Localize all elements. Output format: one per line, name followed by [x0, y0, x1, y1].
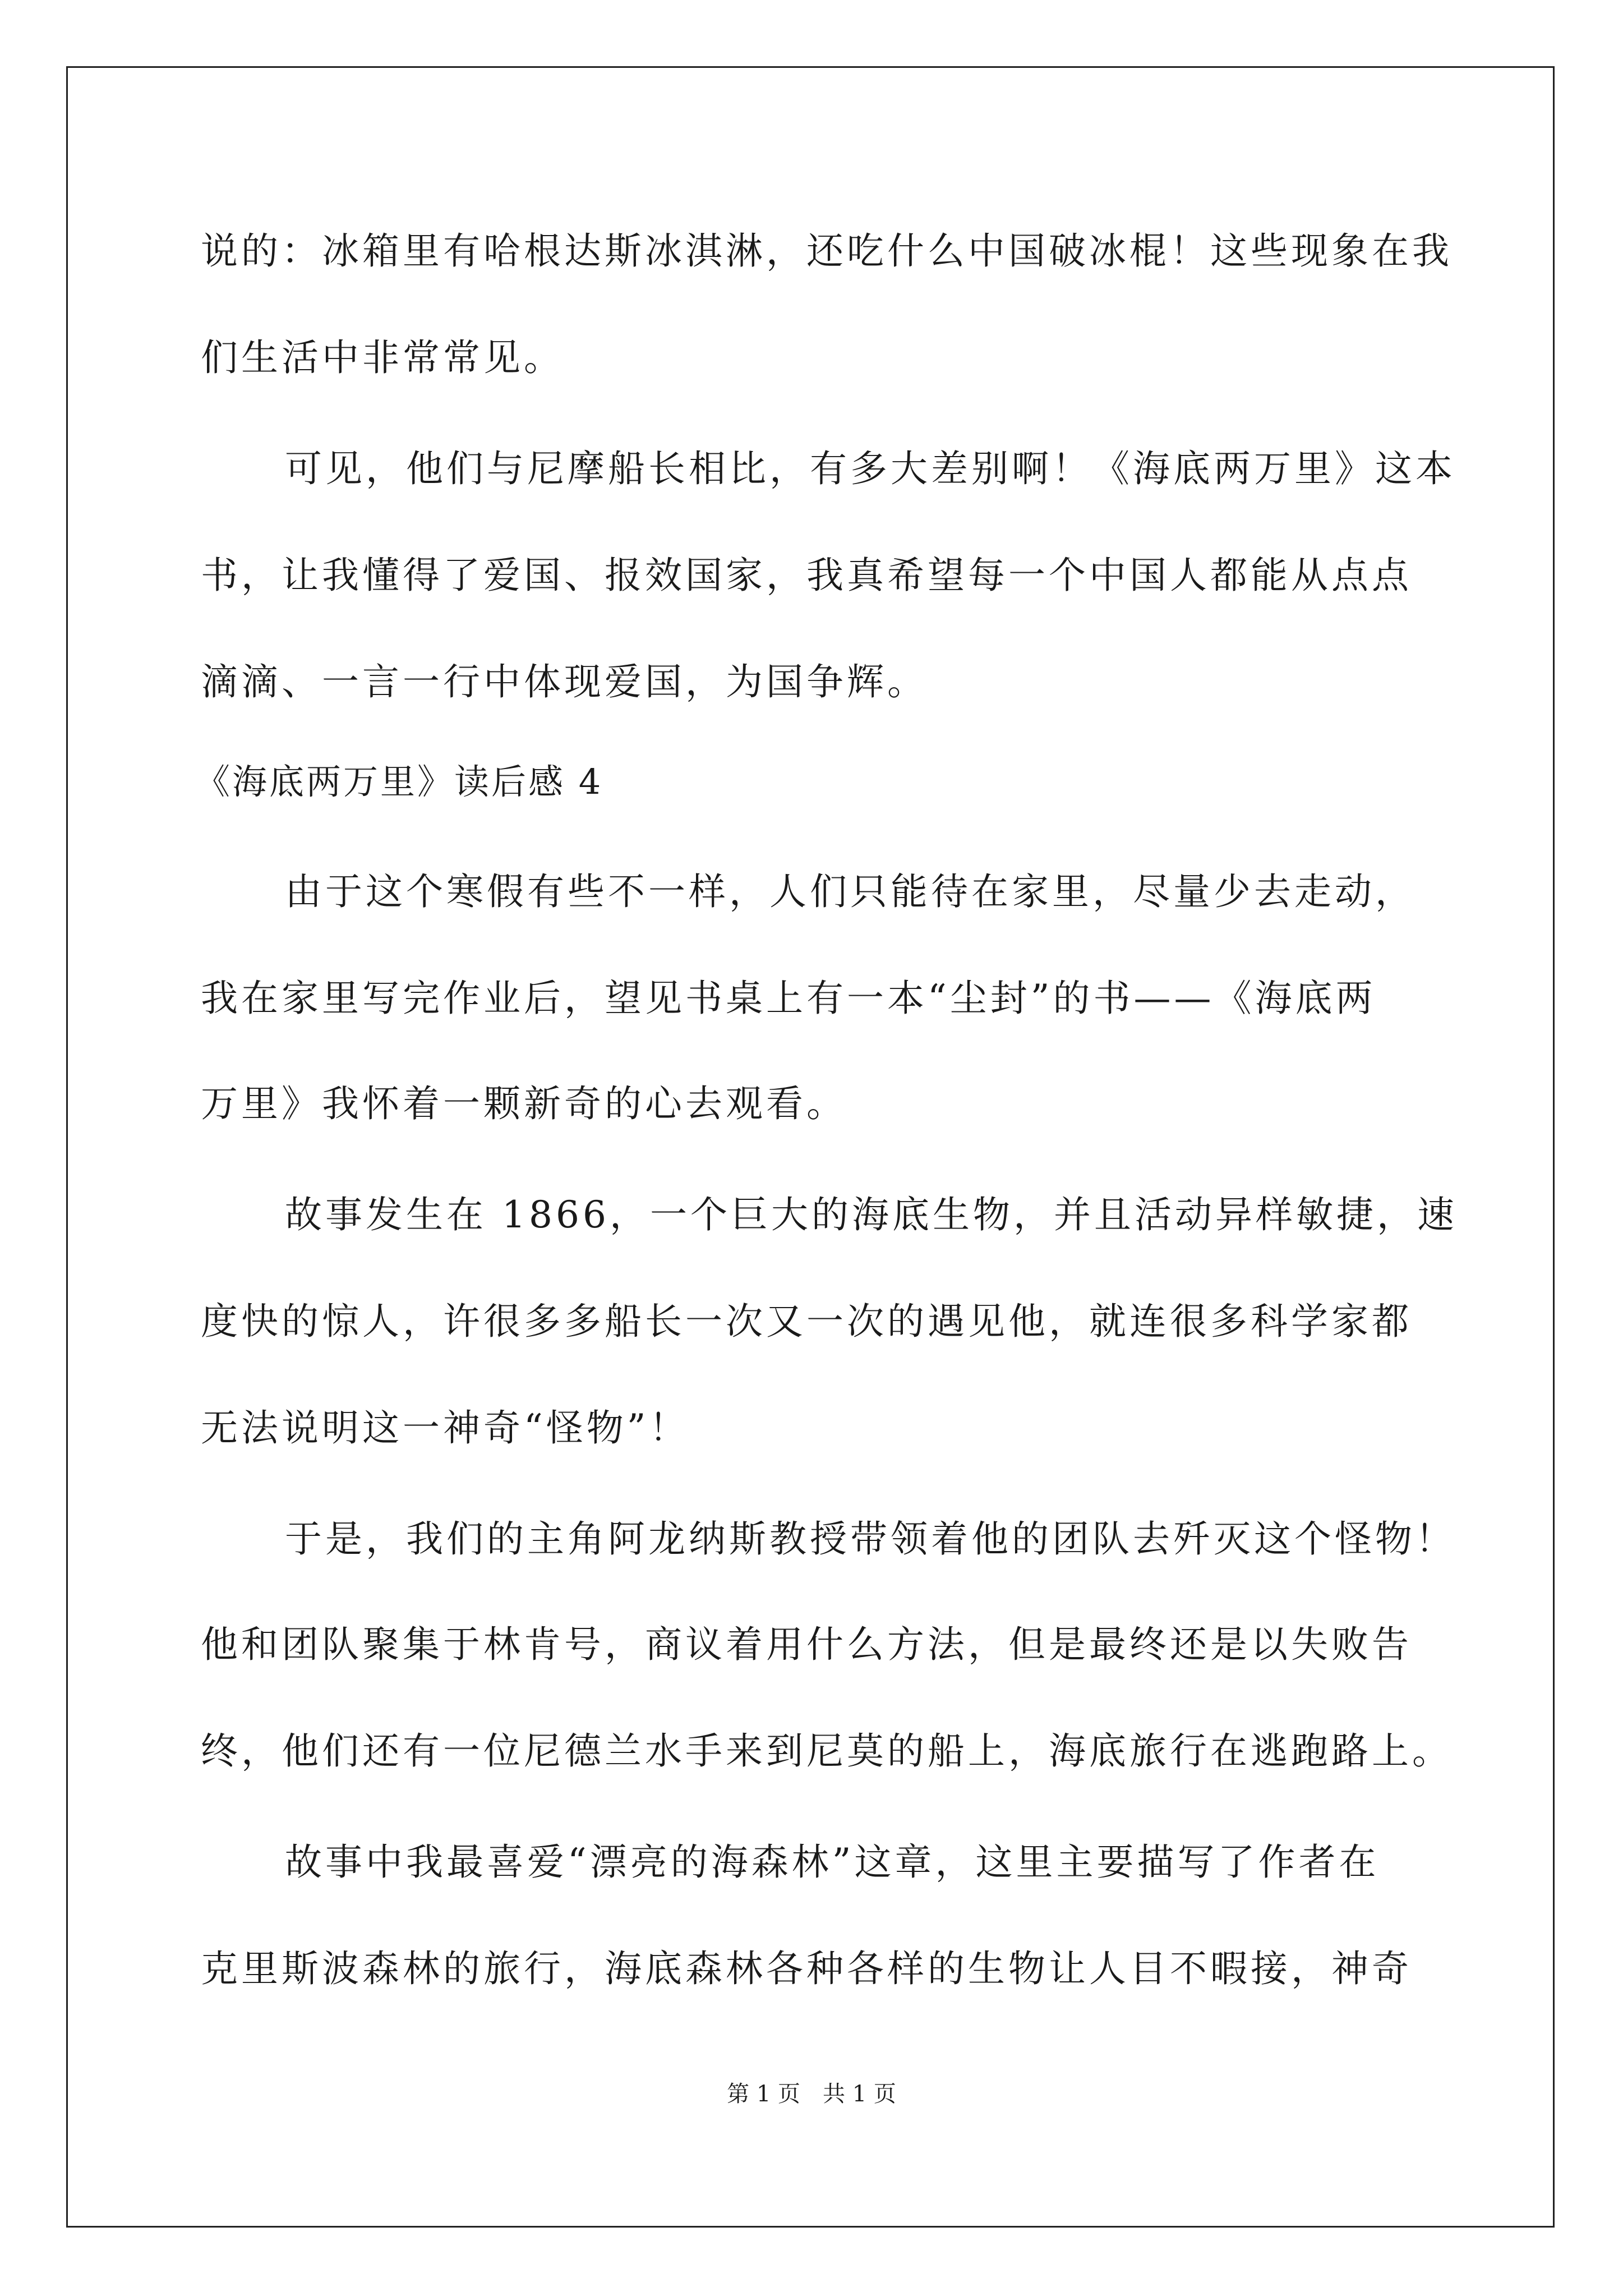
text-line: 故事发生在 1866，一个巨大的海底生物，并且活动异样敏捷，速 — [285, 1193, 1458, 1236]
text-line: 可见，他们与尼摩船长相比，有多大差别啊！《海底两万里》这本 — [285, 447, 1456, 490]
text-line: 我在家里写完作业后，望见书桌上有一本“尘封”的书——《海底两 — [201, 977, 1376, 1020]
text-line: 于是，我们的主角阿龙纳斯教授带领着他的团队去歼灭这个怪物！ — [285, 1517, 1456, 1561]
text-line: 滴滴、一言一行中体现爱国，为国争辉。 — [201, 660, 928, 703]
text-line: 书，让我懂得了爱国、报效国家，我真希望每一个中国人都能从点点 — [201, 554, 1412, 597]
text-line: 克里斯波森林的旅行，海底森林各种各样的生物让人目不暇接，神奇 — [201, 1947, 1412, 1990]
text-line: 万里》我怀着一颗新奇的心去观看。 — [201, 1082, 847, 1125]
page-border — [66, 66, 1555, 2228]
section-heading: 《海底两万里》读后感 4 — [195, 761, 603, 802]
text-line: 们生活中非常常见。 — [201, 336, 564, 379]
page-total: 共 1 页 — [823, 2081, 896, 2107]
text-line: 无法说明这一神奇“怪物”！ — [201, 1406, 690, 1450]
text-line: 度快的惊人，许很多多船长一次又一次的遇见他，就连很多科学家都 — [201, 1300, 1412, 1343]
text-line: 终，他们还有一位尼德兰水手来到尼莫的船上，海底旅行在逃跑路上。 — [201, 1729, 1453, 1773]
text-line: 由于这个寒假有些不一样，人们只能待在家里，尽量少去走动， — [285, 870, 1415, 913]
text-line: 说的：冰箱里有哈根达斯冰淇淋，还吃什么中国破冰棍！这些现象在我 — [201, 229, 1453, 273]
text-line: 他和团队聚集于林肯号，商议着用什么方法，但是最终还是以失败告 — [201, 1623, 1412, 1666]
text-line: 故事中我最喜爱“漂亮的海森林”这章，这里主要描写了作者在 — [285, 1841, 1380, 1884]
page-footer — [0, 2080, 1623, 2108]
page-number: 第 1 页 — [727, 2081, 800, 2107]
